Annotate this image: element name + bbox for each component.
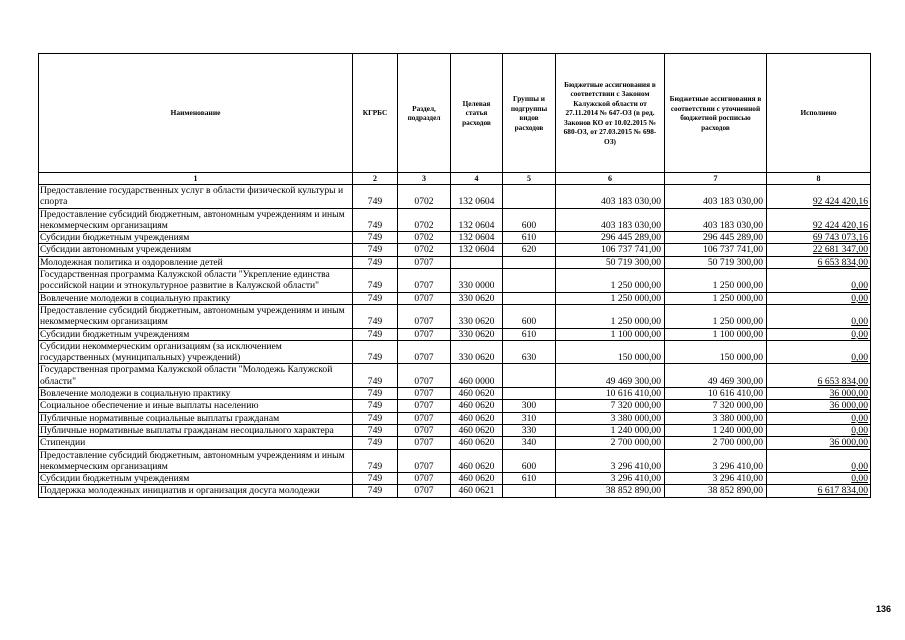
cell-kgrbs: 749: [353, 364, 398, 388]
table-row: [39, 449, 871, 473]
cell-done-amount: 0,00: [767, 412, 871, 424]
cell-done-amount: 22 681 347,00: [767, 244, 871, 256]
cell-section: 0707: [398, 437, 451, 449]
header-done: Исполнено: [767, 54, 871, 173]
cell-law-amount: 403 183 030,00: [556, 185, 665, 209]
cell-kgrbs: 749: [353, 388, 398, 400]
cell-kgrbs: 749: [353, 340, 398, 364]
cell-section: 0707: [398, 269, 451, 293]
cell-name: Субсидии некоммерческим организациям (за исключением государственных (муниципальных) учреждений): [39, 340, 353, 364]
cell-section: 0707: [398, 473, 451, 485]
budget-table: [38, 53, 871, 498]
cell-target: 460 0620: [451, 437, 503, 449]
table-row: [39, 437, 871, 449]
table-row: [39, 232, 871, 244]
cell-law-amount: 3 380 000,00: [556, 412, 665, 424]
col-number: 5: [503, 173, 556, 185]
table-row: [39, 244, 871, 256]
cell-target: 330 0620: [451, 340, 503, 364]
cell-law-amount: 1 240 000,00: [556, 424, 665, 436]
cell-name: Субсидии бюджетным учреждениям: [39, 232, 353, 244]
cell-name: Социальное обеспечение и иные выплаты населению: [39, 400, 353, 412]
cell-target: 460 0620: [451, 412, 503, 424]
cell-revised-amount: 1 250 000,00: [665, 292, 767, 304]
cell-done-amount: 69 743 073,16: [767, 232, 871, 244]
cell-done-amount: 0,00: [767, 328, 871, 340]
cell-group: [503, 292, 556, 304]
cell-group: 610: [503, 232, 556, 244]
cell-group: [503, 256, 556, 268]
cell-revised-amount: 3 296 410,00: [665, 449, 767, 473]
cell-revised-amount: 38 852 890,00: [665, 485, 767, 497]
cell-target: 330 0620: [451, 304, 503, 328]
cell-done-amount: 0,00: [767, 449, 871, 473]
cell-done-amount: 6 653 834,00: [767, 256, 871, 268]
cell-section: 0707: [398, 485, 451, 497]
table-row: [39, 473, 871, 485]
cell-done-amount: 36 000,00: [767, 400, 871, 412]
cell-target: [451, 256, 503, 268]
cell-done-amount: 36 000,00: [767, 388, 871, 400]
cell-kgrbs: 749: [353, 292, 398, 304]
cell-law-amount: 150 000,00: [556, 340, 665, 364]
column-numbers-row: [39, 173, 871, 185]
cell-group: 600: [503, 304, 556, 328]
cell-done-amount: 0,00: [767, 269, 871, 293]
cell-target: 330 0620: [451, 292, 503, 304]
cell-section: 0702: [398, 232, 451, 244]
table-row: [39, 185, 871, 209]
cell-section: 0702: [398, 244, 451, 256]
cell-kgrbs: 749: [353, 437, 398, 449]
cell-target: 132 0604: [451, 232, 503, 244]
cell-section: 0707: [398, 340, 451, 364]
cell-done-amount: 92 424 420,16: [767, 185, 871, 209]
cell-group: [503, 269, 556, 293]
table-row: [39, 304, 871, 328]
table-row: [39, 400, 871, 412]
header-section: Раздел, подраздел: [398, 54, 451, 173]
cell-kgrbs: 749: [353, 400, 398, 412]
cell-revised-amount: 50 719 300,00: [665, 256, 767, 268]
cell-kgrbs: 749: [353, 424, 398, 436]
cell-group: [503, 185, 556, 209]
cell-kgrbs: 749: [353, 485, 398, 497]
cell-section: 0707: [398, 304, 451, 328]
table-body: [39, 185, 871, 498]
cell-name: Предоставление субсидий бюджетным, автономным учреждениям и иным некоммерческим организациям: [39, 208, 353, 232]
cell-revised-amount: 49 469 300,00: [665, 364, 767, 388]
cell-group: 630: [503, 340, 556, 364]
cell-kgrbs: 749: [353, 256, 398, 268]
table-row: [39, 340, 871, 364]
cell-group: 610: [503, 473, 556, 485]
cell-group: [503, 388, 556, 400]
cell-revised-amount: 403 183 030,00: [665, 185, 767, 209]
col-number: 1: [39, 173, 353, 185]
header-revised: Бюджетные ассигнования в соответствии с уточненной бюджетной росписью расходов: [665, 54, 767, 173]
cell-target: 132 0604: [451, 208, 503, 232]
table-row: [39, 388, 871, 400]
cell-name: Предоставление государственных услуг в области физической культуры и спорта: [39, 185, 353, 209]
page-number: 136: [876, 604, 892, 614]
header-groups: Группы и подгруппы видов расходов: [503, 54, 556, 173]
header-law: Бюджетные ассигнования в соответствии с Законом Калужской области от 27.11.2014 № 647-ОЗ (в ред. Законов КО от 10.02.2015 № 680-ОЗ, от 27.03.2015 № 698-ОЗ): [556, 54, 665, 173]
cell-kgrbs: 749: [353, 412, 398, 424]
cell-kgrbs: 749: [353, 328, 398, 340]
cell-kgrbs: 749: [353, 269, 398, 293]
cell-revised-amount: 7 320 000,00: [665, 400, 767, 412]
cell-name: Стипендии: [39, 437, 353, 449]
cell-target: 460 0620: [451, 424, 503, 436]
cell-done-amount: 0,00: [767, 473, 871, 485]
col-number: 7: [665, 173, 767, 185]
cell-name: Предоставление субсидий бюджетным, автономным учреждениям и иным некоммерческим организациям: [39, 449, 353, 473]
cell-done-amount: 0,00: [767, 292, 871, 304]
cell-target: 460 0621: [451, 485, 503, 497]
cell-name: Вовлечение молодежи в социальную практику: [39, 388, 353, 400]
cell-group: [503, 485, 556, 497]
cell-group: 600: [503, 208, 556, 232]
col-number: 3: [398, 173, 451, 185]
cell-revised-amount: 3 296 410,00: [665, 473, 767, 485]
cell-name: Публичные нормативные выплаты гражданам несоциального характера: [39, 424, 353, 436]
cell-done-amount: 0,00: [767, 304, 871, 328]
budget-table-page: [38, 53, 870, 498]
cell-target: 330 0000: [451, 269, 503, 293]
cell-revised-amount: 1 100 000,00: [665, 328, 767, 340]
table-row: [39, 208, 871, 232]
cell-name: Молодежная политика и оздоровление детей: [39, 256, 353, 268]
cell-target: 132 0604: [451, 244, 503, 256]
cell-done-amount: 6 653 834,00: [767, 364, 871, 388]
cell-group: 600: [503, 449, 556, 473]
cell-kgrbs: 749: [353, 304, 398, 328]
cell-name: Государственная программа Калужской области "Молодежь Калужской области": [39, 364, 353, 388]
table-row: [39, 256, 871, 268]
cell-target: 460 0620: [451, 400, 503, 412]
cell-kgrbs: 749: [353, 208, 398, 232]
cell-revised-amount: 106 737 741,00: [665, 244, 767, 256]
header-name: Наименование: [39, 54, 353, 173]
cell-revised-amount: 3 380 000,00: [665, 412, 767, 424]
cell-section: 0707: [398, 364, 451, 388]
cell-revised-amount: 1 250 000,00: [665, 304, 767, 328]
cell-group: 610: [503, 328, 556, 340]
col-number: 2: [353, 173, 398, 185]
header-kgrbs: КГРБС: [353, 54, 398, 173]
col-number: 4: [451, 173, 503, 185]
cell-target: 132 0604: [451, 185, 503, 209]
cell-name: Субсидии бюджетным учреждениям: [39, 328, 353, 340]
cell-name: Вовлечение молодежи в социальную практику: [39, 292, 353, 304]
cell-done-amount: 6 617 834,00: [767, 485, 871, 497]
cell-law-amount: 10 616 410,00: [556, 388, 665, 400]
cell-kgrbs: 749: [353, 244, 398, 256]
cell-law-amount: 3 296 410,00: [556, 449, 665, 473]
cell-kgrbs: 749: [353, 473, 398, 485]
cell-group: 340: [503, 437, 556, 449]
cell-done-amount: 92 424 420,16: [767, 208, 871, 232]
cell-section: 0707: [398, 424, 451, 436]
header-target: Целевая статья расходов: [451, 54, 503, 173]
cell-law-amount: 106 737 741,00: [556, 244, 665, 256]
cell-law-amount: 38 852 890,00: [556, 485, 665, 497]
cell-revised-amount: 1 250 000,00: [665, 269, 767, 293]
cell-law-amount: 1 250 000,00: [556, 304, 665, 328]
table-row: [39, 424, 871, 436]
col-number: 8: [767, 173, 871, 185]
table-row: [39, 412, 871, 424]
cell-group: 300: [503, 400, 556, 412]
cell-section: 0707: [398, 449, 451, 473]
cell-revised-amount: 403 183 030,00: [665, 208, 767, 232]
cell-done-amount: 0,00: [767, 340, 871, 364]
cell-group: 330: [503, 424, 556, 436]
cell-revised-amount: 10 616 410,00: [665, 388, 767, 400]
cell-law-amount: 296 445 289,00: [556, 232, 665, 244]
cell-revised-amount: 150 000,00: [665, 340, 767, 364]
table-row: [39, 269, 871, 293]
cell-law-amount: 50 719 300,00: [556, 256, 665, 268]
cell-target: 330 0620: [451, 328, 503, 340]
cell-law-amount: 49 469 300,00: [556, 364, 665, 388]
cell-group: 620: [503, 244, 556, 256]
cell-group: [503, 364, 556, 388]
cell-target: 460 0620: [451, 388, 503, 400]
cell-law-amount: 7 320 000,00: [556, 400, 665, 412]
cell-target: 460 0620: [451, 473, 503, 485]
cell-revised-amount: 296 445 289,00: [665, 232, 767, 244]
cell-section: 0707: [398, 328, 451, 340]
cell-name: Субсидии бюджетным учреждениям: [39, 473, 353, 485]
cell-done-amount: 0,00: [767, 424, 871, 436]
cell-law-amount: 2 700 000,00: [556, 437, 665, 449]
cell-section: 0707: [398, 400, 451, 412]
table-row: [39, 292, 871, 304]
cell-law-amount: 1 250 000,00: [556, 269, 665, 293]
cell-law-amount: 1 100 000,00: [556, 328, 665, 340]
col-number: 6: [556, 173, 665, 185]
cell-done-amount: 36 000,00: [767, 437, 871, 449]
table-row: [39, 485, 871, 497]
cell-law-amount: 3 296 410,00: [556, 473, 665, 485]
cell-target: 460 0000: [451, 364, 503, 388]
table-header-row: [39, 54, 871, 173]
cell-law-amount: 1 250 000,00: [556, 292, 665, 304]
cell-name: Поддержка молодежных инициатив и организация досуга молодежи: [39, 485, 353, 497]
cell-name: Государственная программа Калужской области "Укрепление единства российской нации и этнокультурное развитие в Калужской области": [39, 269, 353, 293]
cell-name: Предоставление субсидий бюджетным, автономным учреждениям и иным некоммерческим организациям: [39, 304, 353, 328]
cell-group: 310: [503, 412, 556, 424]
cell-revised-amount: 1 240 000,00: [665, 424, 767, 436]
cell-target: 460 0620: [451, 449, 503, 473]
cell-section: 0707: [398, 388, 451, 400]
cell-section: 0707: [398, 256, 451, 268]
cell-section: 0707: [398, 412, 451, 424]
cell-kgrbs: 749: [353, 232, 398, 244]
cell-revised-amount: 2 700 000,00: [665, 437, 767, 449]
cell-name: Субсидии автономным учреждениям: [39, 244, 353, 256]
cell-law-amount: 403 183 030,00: [556, 208, 665, 232]
cell-section: 0702: [398, 208, 451, 232]
table-row: [39, 364, 871, 388]
cell-section: 0702: [398, 185, 451, 209]
cell-name: Публичные нормативные социальные выплаты гражданам: [39, 412, 353, 424]
cell-kgrbs: 749: [353, 449, 398, 473]
table-row: [39, 328, 871, 340]
cell-kgrbs: 749: [353, 185, 398, 209]
cell-section: 0707: [398, 292, 451, 304]
